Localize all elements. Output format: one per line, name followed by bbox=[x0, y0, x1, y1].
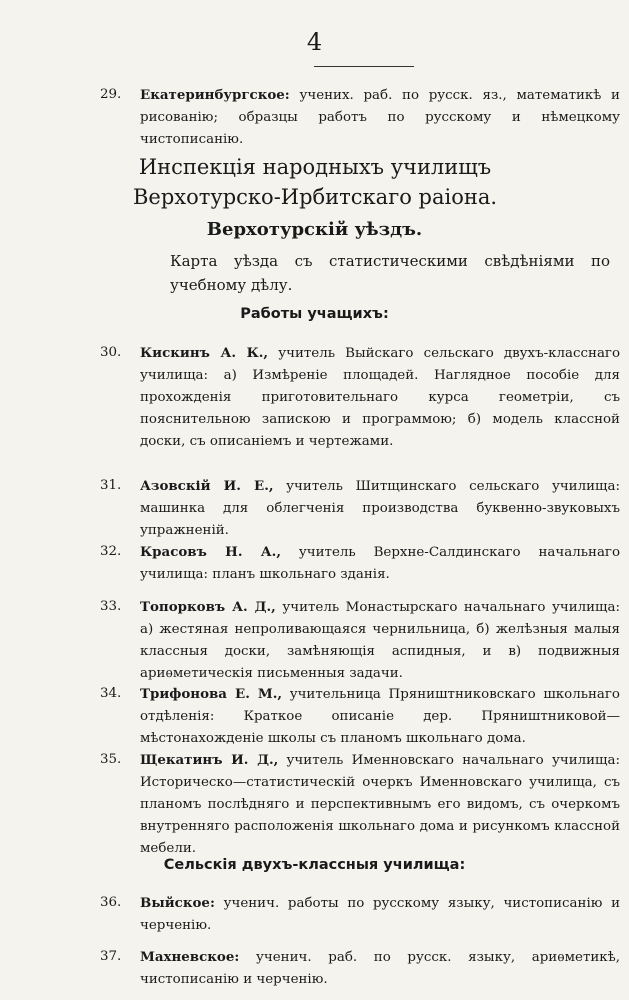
entry-body bbox=[140, 475, 620, 542]
entry-number: 34. bbox=[100, 686, 122, 701]
header-rule bbox=[314, 66, 414, 67]
entry-name: Красовъ Н. А., bbox=[140, 544, 282, 560]
entry-body bbox=[140, 342, 620, 453]
entry-31 bbox=[100, 475, 620, 542]
inspection-title: Инспекція народныхъ училищъ Верхотурско-Ирбитскаго раіона. bbox=[132, 155, 498, 209]
entry-text: учитель Выйскаго сельскаго двухъ-класснаго училища: а) Измѣреніе площадей. Наглядное пособіе для прохожденія приготовительнаго курса геометріи, съ пояснительною запискою и программою; б) модель классной доски, съ описаніемъ и чертежами. bbox=[140, 346, 621, 449]
entry-text: учительница Пряништниковскаго школьнаго отдѣленія: Краткое описаніе дер. Пряништниковой—мѣстонахожденіе школы съ планомъ школьнаго дома. bbox=[140, 687, 620, 746]
entry-35 bbox=[100, 749, 620, 860]
schools-title: Сельскія двухъ-классныя училища: bbox=[163, 857, 466, 873]
entry-text: ученич. раб. по русск. языку, ариѳметикѣ, чистописанію и черченію. bbox=[140, 950, 620, 987]
entry-34 bbox=[100, 683, 620, 750]
page-number: 4 bbox=[306, 28, 323, 56]
entry-body bbox=[140, 683, 620, 750]
map-description: Карта уѣзда съ статистическими свѣдѣніями по учебному дѣлу. bbox=[170, 252, 610, 294]
entry-body bbox=[140, 946, 620, 991]
entry-text: учитель Монастырскаго начальнаго училища: а) жестяная непроливающаяся чернильница, б) желѣзныя малыя классныя доски, замѣняющія аспидныя, и в) подвижныя ариѳметическія письменныя задачи. bbox=[140, 600, 620, 681]
entry-number: 29. bbox=[100, 87, 122, 102]
entry-number: 36. bbox=[100, 895, 122, 910]
entry-36 bbox=[100, 892, 620, 937]
entry-30 bbox=[100, 342, 620, 453]
entry-number: 37. bbox=[100, 949, 122, 964]
entry-body bbox=[140, 749, 620, 860]
entry-text: учених. раб. по русск. яз., математикѣ и рисованію; образцы работъ по русскому и нѣмецкому чистописанію. bbox=[140, 88, 620, 147]
entry-37 bbox=[100, 946, 620, 991]
entry-name: Щекатинъ И. Д., bbox=[140, 752, 279, 768]
entry-number: 31. bbox=[100, 478, 122, 493]
entry-body bbox=[140, 892, 620, 937]
entry-name: Кискинъ А. К., bbox=[140, 345, 269, 361]
entry-name: Выйское: bbox=[140, 895, 215, 911]
entry-number: 32. bbox=[100, 544, 122, 559]
entry-number: 30. bbox=[100, 345, 122, 360]
entry-name: Азовскій И. Е., bbox=[140, 478, 274, 494]
entry-32 bbox=[100, 541, 620, 586]
entry-name: Топорковъ А. Д., bbox=[140, 599, 276, 615]
entry-29 bbox=[100, 84, 620, 151]
works-title: Работы учащихъ: bbox=[240, 306, 389, 322]
entry-33 bbox=[100, 596, 620, 685]
entry-name: Трифонова Е. М., bbox=[140, 686, 283, 702]
entry-number: 35. bbox=[100, 752, 122, 767]
entry-text: учитель Шитщинскаго сельскаго училища: машинка для облегченія производства буквенно-звуковыхъ упражненій. bbox=[140, 479, 620, 538]
entry-number: 33. bbox=[100, 599, 122, 614]
entry-text: учитель Именновскаго начальнаго училища: Историческо—статистическій очеркъ Именновскаго училища, съ планомъ послѣдняго и перспективнымъ его видомъ, съ очеркомъ внутренняго расположенія школьнаго дома и рисункомъ классной мебели. bbox=[140, 753, 620, 856]
entry-body bbox=[140, 596, 620, 685]
uezd-title: Верхотурскій уѣздъ. bbox=[206, 219, 423, 240]
entry-body bbox=[140, 541, 620, 586]
entry-name: Махневское: bbox=[140, 949, 240, 965]
entry-text: ученич. работы по русскому языку, чистописанію и черченію. bbox=[140, 896, 620, 933]
entry-name: Екатеринбургское: bbox=[140, 87, 290, 103]
entry-text: учитель Верхне-Салдинскаго начальнаго училища: планъ школьнаго зданія. bbox=[140, 545, 621, 582]
entry-body bbox=[140, 84, 620, 151]
